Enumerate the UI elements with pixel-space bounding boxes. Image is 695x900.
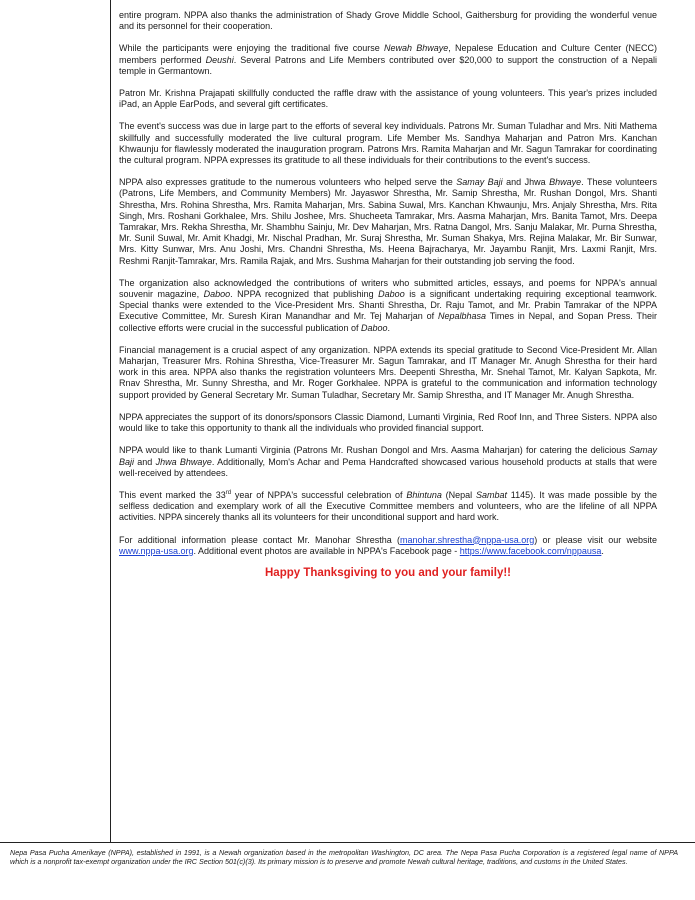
paragraph-catering: NPPA would like to thank Lumanti Virginia (Patrons Mr. Rushan Dongol and Mrs. Aasma Maharjan) for catering the delicious Samay Baji and Jhwa Bhwaye. Additionally, Mom's Achar and Pema Handcrafted showcased various household products at stalls that were well-received by attendees. xyxy=(119,445,657,478)
footer-note: Nepa Pasa Pucha Amerikaye (NPPA), established in 1991, is a Newah organization based in the metropolitan Washington, DC area. The Nepa Pasa Pucha Corporation is a registered legal name of NPPA which is a nonprofit tax-exempt organization under the IRC Section 501(c)(3). Its primary mission is to preserve and promote Newah cultural heritage, traditions, and customs in the United States. xyxy=(10,848,678,867)
paragraph-dinner-temple: While the participants were enjoying the traditional five course Newah Bhwaye, Nepalese Education and Culture Center (NECC) members performed Deushi. Several Patrons and Life Members contributed over $20,000 to support the construction of a Nepali temple in Germantown. xyxy=(119,43,657,76)
paragraph-daboo-writers: The organization also acknowledged the contributions of writers who submitted articles, essays, and poems for NPPA's annual souvenir magazine, Daboo. NPPA recognized that publishing Daboo is a significant undertaking requiring exceptional teamwork. Special thanks were extended to the Vice-President Mrs. Shanti Shrestha, Dr. Raju Tamot, and Mr. Prabin Tamrakar of the NPPA Executive Committee, Mr. Suresh Kiran Manandhar and Mr. Tej Maharjan of Nepalbhasa Times in Nepal, and Sopan Press. Their collective efforts were crucial in the successful publication of Daboo. xyxy=(119,277,657,333)
paragraph-bhintuna: This event marked the 33rd year of NPPA's successful celebration of Bhintuna (Nepal Sambat 1145). It was made possible by the selfless dedication and exemplary work of all the Executive Committee members and volunteers, who are the lifeline of all NPPA activities. NPPA sincerely thanks all its volunteers for their unconditional support and hard work. xyxy=(119,489,657,523)
paragraph-sponsors: NPPA appreciates the support of its donors/sponsors Classic Diamond, Lumanti Virginia, Red Roof Inn, and Three Sisters. NPPA also would like to take this opportunity to thank all the individuals who provided financial support. xyxy=(119,411,657,434)
email-link[interactable]: manohar.shrestha@nppa-usa.org xyxy=(400,534,535,545)
thanksgiving-greeting: Happy Thanksgiving to you and your family!! xyxy=(265,566,511,579)
paragraph-financial: Financial management is a crucial aspect of any organization. NPPA extends its special gratitude to Second Vice-President Mr. Allan Maharjan, Treasurer Mrs. Rohina Shrestha, Vice-Treasurer Mr. Sagun Tamrakar, and IT Manager Mr. Anugh Shrestha for their hard work in this area. NPPA also thanks the registration volunteers Mrs. Deepenti Shrestha, Mr. Snehal Tamot, Mr. Kalyan Sapkota, Mr. Rnav Shrestha, Mr. Sunny Shrestha, and Mr. Roger Gorkhalee. NPPA is grateful to the communication and information technology support provided by General Secretary Mr. Suman Tuladhar, Secretary Mr. Samip Shrestha, and IT Manager Mr. Anugh Shrestha. xyxy=(119,344,657,400)
website-link[interactable]: www.nppa-usa.org xyxy=(119,545,194,556)
left-margin-rule xyxy=(110,0,111,842)
paragraph-volunteers: NPPA also expresses gratitude to the numerous volunteers who helped serve the Samay Baji and Jhwa Bhwaye. These volunteers (Patrons, Life Members, and Community Members) Mr. Jayaswor Shrestha, Mr. Samip Shrestha, Mr. Rushan Dongol, Mrs. Shanti Shrestha, Mrs. Rohina Shrestha, Mrs. Ramita Maharjan, Mrs. Sabina Suwal, Mrs. Kanchan Khwaunju, Mrs. Anjaly Shrestha, Mrs. Rita Singh, Mrs. Roshani Gorkhalee, Mrs. Shilu Joshee, Mrs. Shucheeta Tamrakar, Mrs. Aasma Maharjan, Mrs. Banita Tamot, Mrs. Deepa Tamrakar, Mrs. Rekha Shrestha, Mr. Shambhu Sainju, Mr. Dev Maharjan, Mrs. Ratna Dangol, Mrs. Sanju Malakar, Mr. Purna Shrestha, Mr. Sunil Suwal, Mr. Amit Khadgi, Mr. Nischal Pradhan, Mr. Suraj Shrestha, Mr. Suman Shakya, Mrs. Rejina Malakar, Mr. Bir Sunwar, Mrs. Kitty Sunwar, Mrs. Anu Joshi, Mrs. Chandni Shrestha, Ms. Heena Bajracharya, Mr. Jayambu Ranjit, Mrs. Laxmi Ranjit, Mrs. Reshmi Ranjit-Tamrakar, Mrs. Ramila Rajak, and Mrs. Sushma Maharjan for their outstanding job serving the food. xyxy=(119,177,657,266)
facebook-link[interactable]: https://www.facebook.com/nppausa xyxy=(459,545,602,556)
paragraph-raffle: Patron Mr. Krishna Prajapati skillfully conducted the raffle draw with the assistance of young volunteers. This year's prizes included iPad, an Apple EarPods, and several gift certificates. xyxy=(119,88,657,110)
document-body xyxy=(119,10,657,579)
paragraph-venue-thanks: entire program. NPPA also thanks the administration of Shady Grove Middle School, Gaithersburg for providing the wonderful venue and its personnel for their cooperation. xyxy=(119,10,657,32)
paragraph-key-individuals: The event's success was due in large part to the efforts of several key individuals. Patrons Mr. Suman Tuladhar and Mrs. Niti Mathema skillfully and successfully moderated the live cultural program. Life Member Ms. Sandhya Maharjan and Patron Mrs. Kanchan Khwaunju for flawlessly moderated the inauguration program. Patrons Mrs. Ramita Maharjan and Mr. Sagun Tamrakar for coordinating the cultural program. NPPA expresses its gratitude to all these individuals for their contributions to the event's success. xyxy=(119,121,657,166)
paragraph-contact: For additional information please contact Mr. Manohar Shrestha (manohar.shrestha@nppa-usa.org) or please visit our website www.nppa-usa.org. Additional event photos are available in NPPA's Facebook page - https://www.facebook.com/nppausa. xyxy=(119,534,658,556)
footer-divider xyxy=(0,842,695,843)
